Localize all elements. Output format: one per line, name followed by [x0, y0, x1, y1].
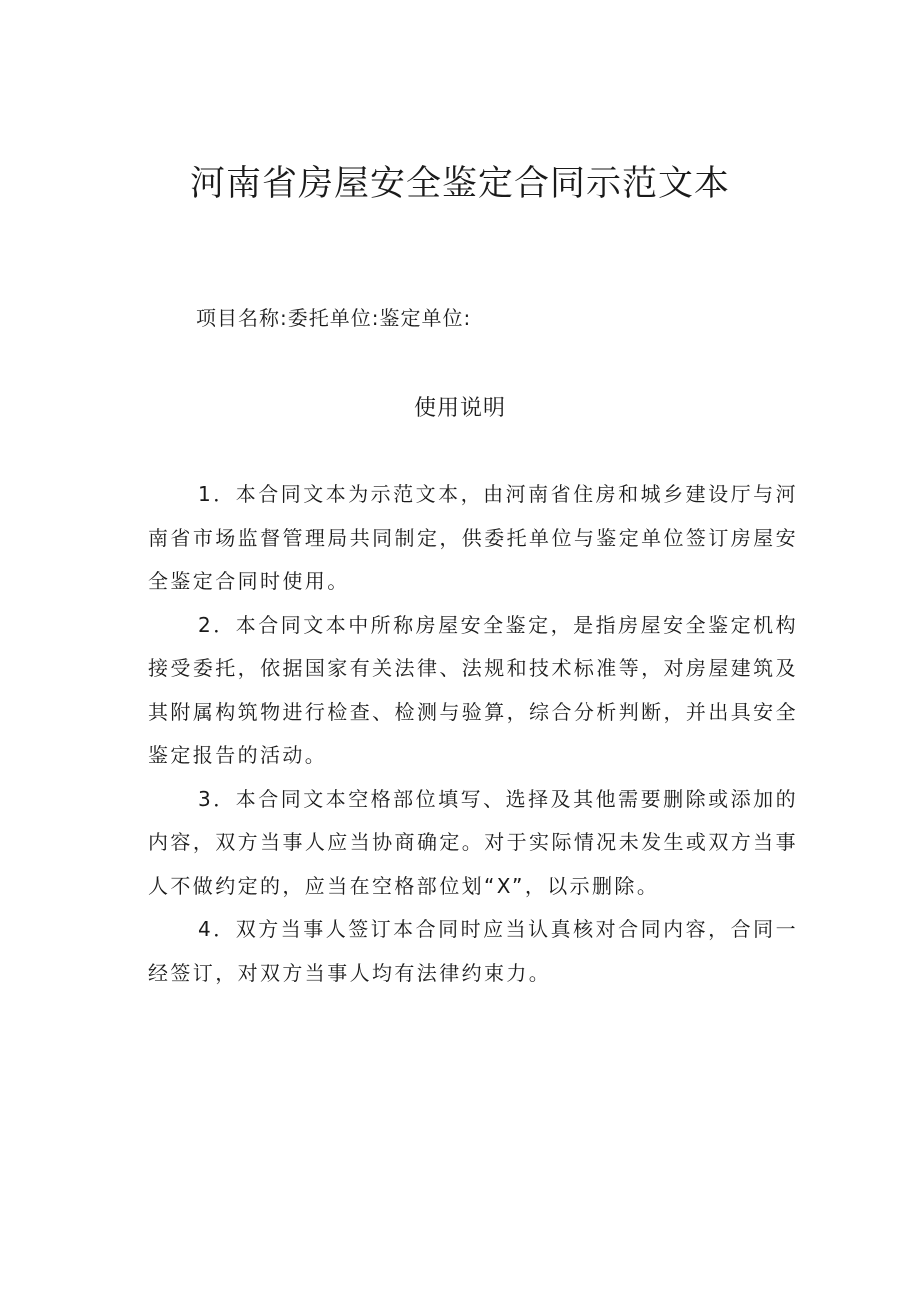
- instruction-item-3: 3．本合同文本空格部位填写、选择及其他需要删除或添加的内容，双方当事人应当协商确定。对于实际情况未发生或双方当事人不做约定的，应当在空格部位划“X”，以示删除。: [148, 786, 798, 898]
- instruction-item-4: 4．双方当事人签订本合同时应当认真核对合同内容，合同一经签订，对双方当事人均有法律约束力。: [148, 917, 798, 985]
- document-title: 河南省房屋安全鉴定合同示范文本: [189, 164, 730, 204]
- project-info-line: 项目名称:委托单位:鉴定单位:: [196, 306, 472, 330]
- instruction-item-2: 2．本合同文本中所称房屋安全鉴定，是指房屋安全鉴定机构接受委托，依据国家有关法律、法规和技术标准等，对房屋建筑及其附属构筑物进行检查、检测与验算，综合分析判断，并出具安全鉴定报告的活动。: [148, 612, 798, 767]
- usage-instructions-heading: 使用说明: [413, 396, 506, 421]
- usage-instructions-list: [148, 473, 798, 995]
- instruction-item-1: 1．本合同文本为示范文本，由河南省住房和城乡建设厅与河南省市场监督管理局共同制定，供委托单位与鉴定单位签订房屋安全鉴定合同时使用。: [148, 482, 798, 593]
